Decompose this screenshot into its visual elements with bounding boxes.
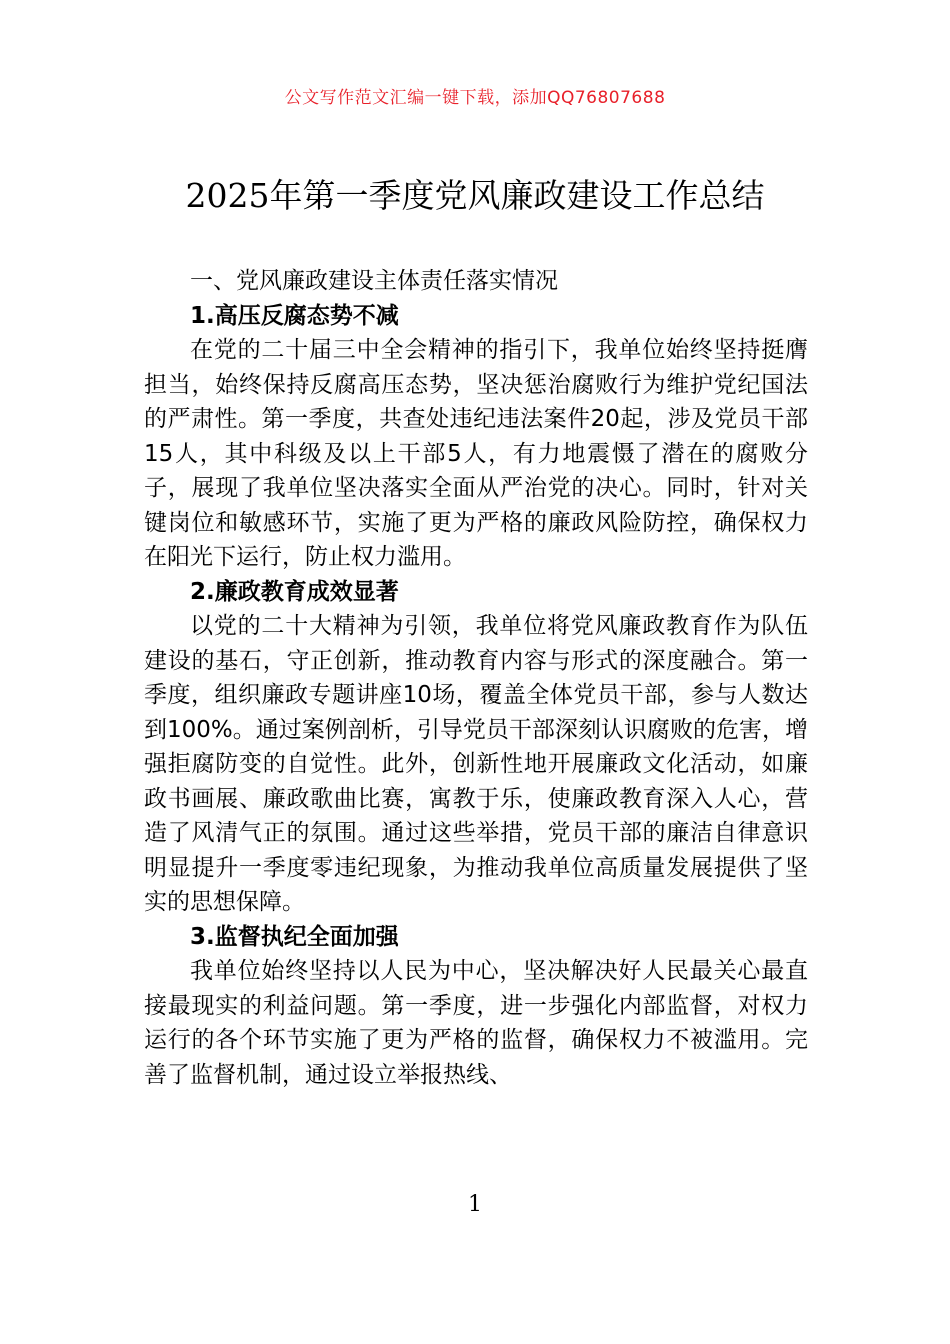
header-promo-note: 公文写作范文汇编一键下载，添加QQ76807688 bbox=[284, 88, 666, 108]
document-body bbox=[144, 264, 808, 1092]
document-title: 2025年第一季度党风廉政建设工作总结 bbox=[185, 176, 765, 215]
section-heading: 一、党风廉政建设主体责任落实情况 bbox=[190, 268, 558, 294]
subsection-heading: 1.高压反腐态势不减 bbox=[190, 302, 399, 329]
page-number: 1 bbox=[468, 1192, 482, 1217]
subsection-heading: 3.监督执纪全面加强 bbox=[190, 923, 399, 950]
subsection-heading: 2.廉政教育成效显著 bbox=[190, 578, 399, 605]
body-paragraph: 我单位始终坚持以人民为中心，坚决解决好人民最关心最直接最现实的利益问题。第一季度，进一步强化内部监督，对权力运行的各个环节实施了更为严格的监督，确保权力不被滥用。完善了监督机制，通过设立举报热线、 bbox=[144, 958, 808, 1088]
body-paragraph: 在党的二十届三中全会精神的指引下，我单位始终坚持挺膺担当，始终保持反腐高压态势，坚决惩治腐败行为维护党纪国法的严肃性。第一季度，共查处违纪违法案件20起，涉及党员干部15人，其中科级及以上干部5人，有力地震慑了潜在的腐败分子，展现了我单位坚决落实全面从严治党的决心。同时，针对关键岗位和敏感环节，实施了更为严格的廉政风险防控，确保权力在阳光下运行，防止权力滥用。 bbox=[144, 337, 808, 570]
body-paragraph: 以党的二十大精神为引领，我单位将党风廉政教育作为队伍建设的基石，守正创新，推动教育内容与形式的深度融合。第一季度，组织廉政专题讲座10场，覆盖全体党员干部，参与人数达到100%。通过案例剖析，引导党员干部深刻认识腐败的危害，增强拒腐防变的自觉性。此外，创新性地开展廉政文化活动，如廉政书画展、廉政歌曲比赛，寓教于乐，使廉政教育深入人心，营造了风清气正的氛围。通过这些举措，党员干部的廉洁自律意识明显提升一季度零违纪现象，为推动我单位高质量发展提供了坚实的思想保障。 bbox=[144, 613, 808, 915]
